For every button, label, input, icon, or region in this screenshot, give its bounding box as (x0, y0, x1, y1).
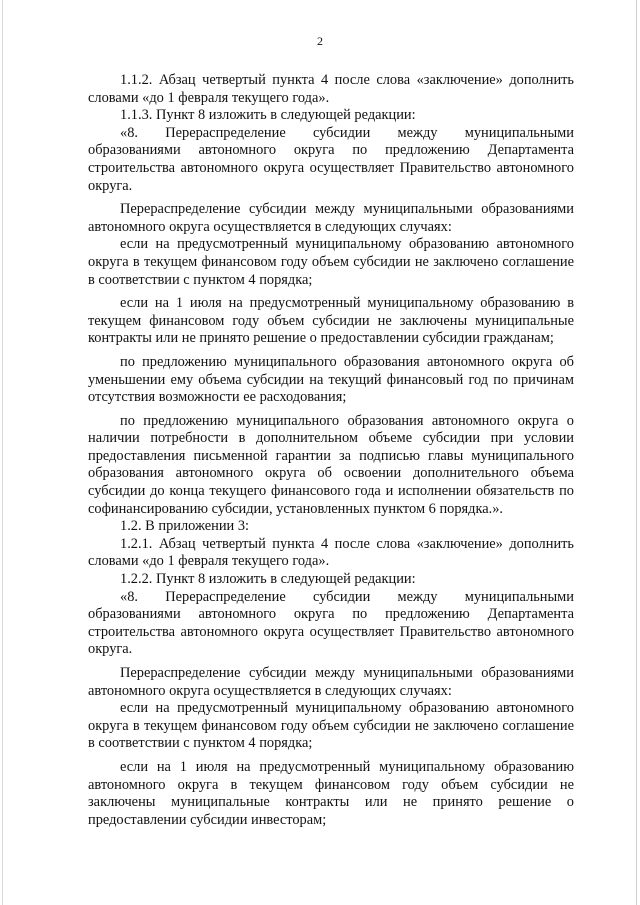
paragraph-redistribution-second: Перераспределение субсидии между муниципальными образованиями автономного округа осуществляется в следующих случаях: (88, 665, 574, 699)
paragraph-1-2-1: 1.2.1. Абзац четвертый пункта 4 после слова «заключение» дополнить словами «до 1 февраля текущего года». (88, 535, 574, 570)
paragraph-case-1-second: если на предусмотренный муниципальному образованию автономного округа в текущем финансовом году объем субсидии не заключено соглашение в соответствии с пунктом 4 порядка; (88, 700, 574, 752)
paragraph-case-3: по предложению муниципального образования автономного округа об уменьшении ему объема субсидии на текущий финансовый год по причинам отсутствия возможности ее расходования; (88, 353, 574, 406)
paragraph-item-8-second: «8. Перераспределение субсидии между муниципальными образованиями автономного округа по предложению Департамента строительства автономного округа осуществляет Правительство автономного округа. (88, 588, 574, 658)
paragraph-case-1: если на предусмотренный муниципальному образованию автономного округа в текущем финансовом году объем субсидии не заключено соглашение в соответствии с пунктом 4 порядка; (88, 236, 574, 288)
paragraph-case-2: если на 1 июля на предусмотренный муниципальному образованию в текущем финансовом году объем субсидии не заключены муниципальные контракты или не принято решение о предоставлении субсидии гражданам; (88, 295, 574, 347)
page-number: 2 (317, 34, 323, 48)
paragraph-1-1-2: 1.1.2. Абзац четвертый пункта 4 после слова «заключение» дополнить словами «до 1 февраля текущего года». (88, 72, 574, 106)
paragraph-case-4: по предложению муниципального образования автономного округа о наличии потребности в дополнительном объеме субсидии при условии предоставления письменной гарантии за подписью главы муниципального образования автономного округа об освоении дополнительного объема субсидии до конца текущего финансового года и исполнении обязательств по софинансированию субсидии, установленных пунктом 6 порядка.». (88, 412, 574, 517)
scan-edge-right (636, 0, 637, 905)
paragraph-redistribution: Перераспределение субсидии между муниципальными образованиями автономного округа осуществляется в следующих случаях: (88, 201, 574, 235)
paragraph-1-2: 1.2. В приложении 3: (120, 518, 250, 535)
paragraph-1-1-3: 1.1.3. Пункт 8 изложить в следующей редакции: (120, 107, 416, 124)
paragraph-case-2-second: если на 1 июля на предусмотренный муниципальному образованию автономного округа в текущем финансовом году объем субсидии не заключены муниципальные контракты или не принято решение о предоставлении субсидии инвесторам; (88, 758, 574, 828)
paragraph-item-8: «8. Перераспределение субсидии между муниципальными образованиями автономного округа по предложению Департамента строительства автономного округа осуществляет Правительство автономного округа. (88, 124, 574, 194)
paragraph-1-2-2: 1.2.2. Пункт 8 изложить в следующей редакции: (120, 571, 416, 588)
scan-edge-left (2, 0, 3, 905)
document-body (88, 72, 574, 829)
